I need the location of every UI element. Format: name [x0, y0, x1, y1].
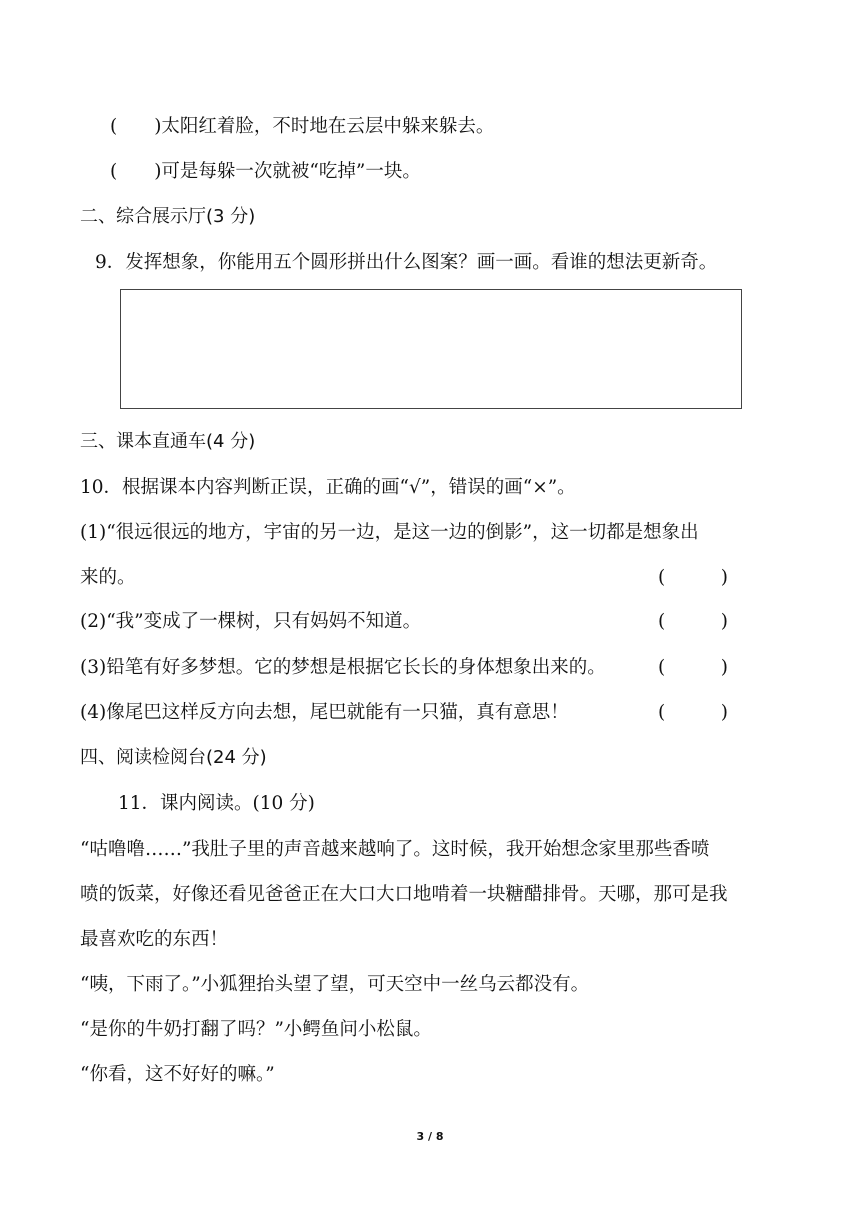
passage-line-4: “咦，下雨了。”小狐狸抬头望了望，可天空中一丝乌云都没有。 [80, 974, 590, 995]
question-10-item-4: (4)像尾巴这样反方向去想，尾巴就能有一只猫，真有意思！ [80, 702, 569, 723]
question-10-item-1-line-2: 来的。 [80, 567, 136, 588]
answer-blank-3[interactable]: ( ) [658, 657, 728, 678]
passage-line-5: “是你的牛奶打翻了吗？”小鳄鱼问小松鼠。 [80, 1019, 432, 1040]
question-10-item-2: (2)“我”变成了一棵树，只有妈妈不知道。 [80, 611, 422, 632]
passage-line-3: 最喜欢吃的东西！ [80, 929, 229, 950]
passage-line-6: “你看，这不好好的嘛。” [80, 1064, 275, 1085]
question-9: 9．发挥想象，你能用五个圆形拼出什么图案？画一画。看谁的想法更新奇。 [95, 252, 718, 273]
sentence-line-1: ( )太阳红着脸，不时地在云层中躲来躲去。 [110, 116, 495, 137]
section-heading-2: 二、综合展示厅(3 分) [80, 206, 256, 227]
section-heading-4: 四、阅读检阅台(24 分) [80, 747, 267, 768]
passage-line-2: 喷的饭菜，好像还看见爸爸正在大口大口地啃着一块糖醋排骨。天哪，那可是我 [80, 884, 728, 905]
answer-blank-2[interactable]: ( ) [658, 611, 728, 632]
page-number: 3 / 8 [416, 1130, 444, 1143]
section-heading-3: 三、课本直通车(4 分) [80, 431, 256, 452]
sentence-line-2: ( )可是每躲一次就被“吃掉”一块。 [110, 161, 421, 182]
question-10: 10．根据课本内容判断正误，正确的画“√”，错误的画“×”。 [80, 477, 576, 498]
question-11: 11．课内阅读。(10 分) [118, 793, 315, 814]
question-10-item-3: (3)铅笔有好多梦想。它的梦想是根据它长长的身体想象出来的。 [80, 657, 606, 678]
drawing-answer-box[interactable] [120, 289, 742, 409]
answer-blank-1[interactable]: ( ) [658, 567, 728, 588]
passage-line-1: “咕噜噜……”我肚子里的声音越来越响了。这时候，我开始想念家里那些香喷 [80, 839, 710, 860]
question-10-item-1-line-1: (1)“很远很远的地方，宇宙的另一边，是这一边的倒影”，这一切都是想象出 [80, 522, 699, 543]
answer-blank-4[interactable]: ( ) [658, 702, 728, 723]
